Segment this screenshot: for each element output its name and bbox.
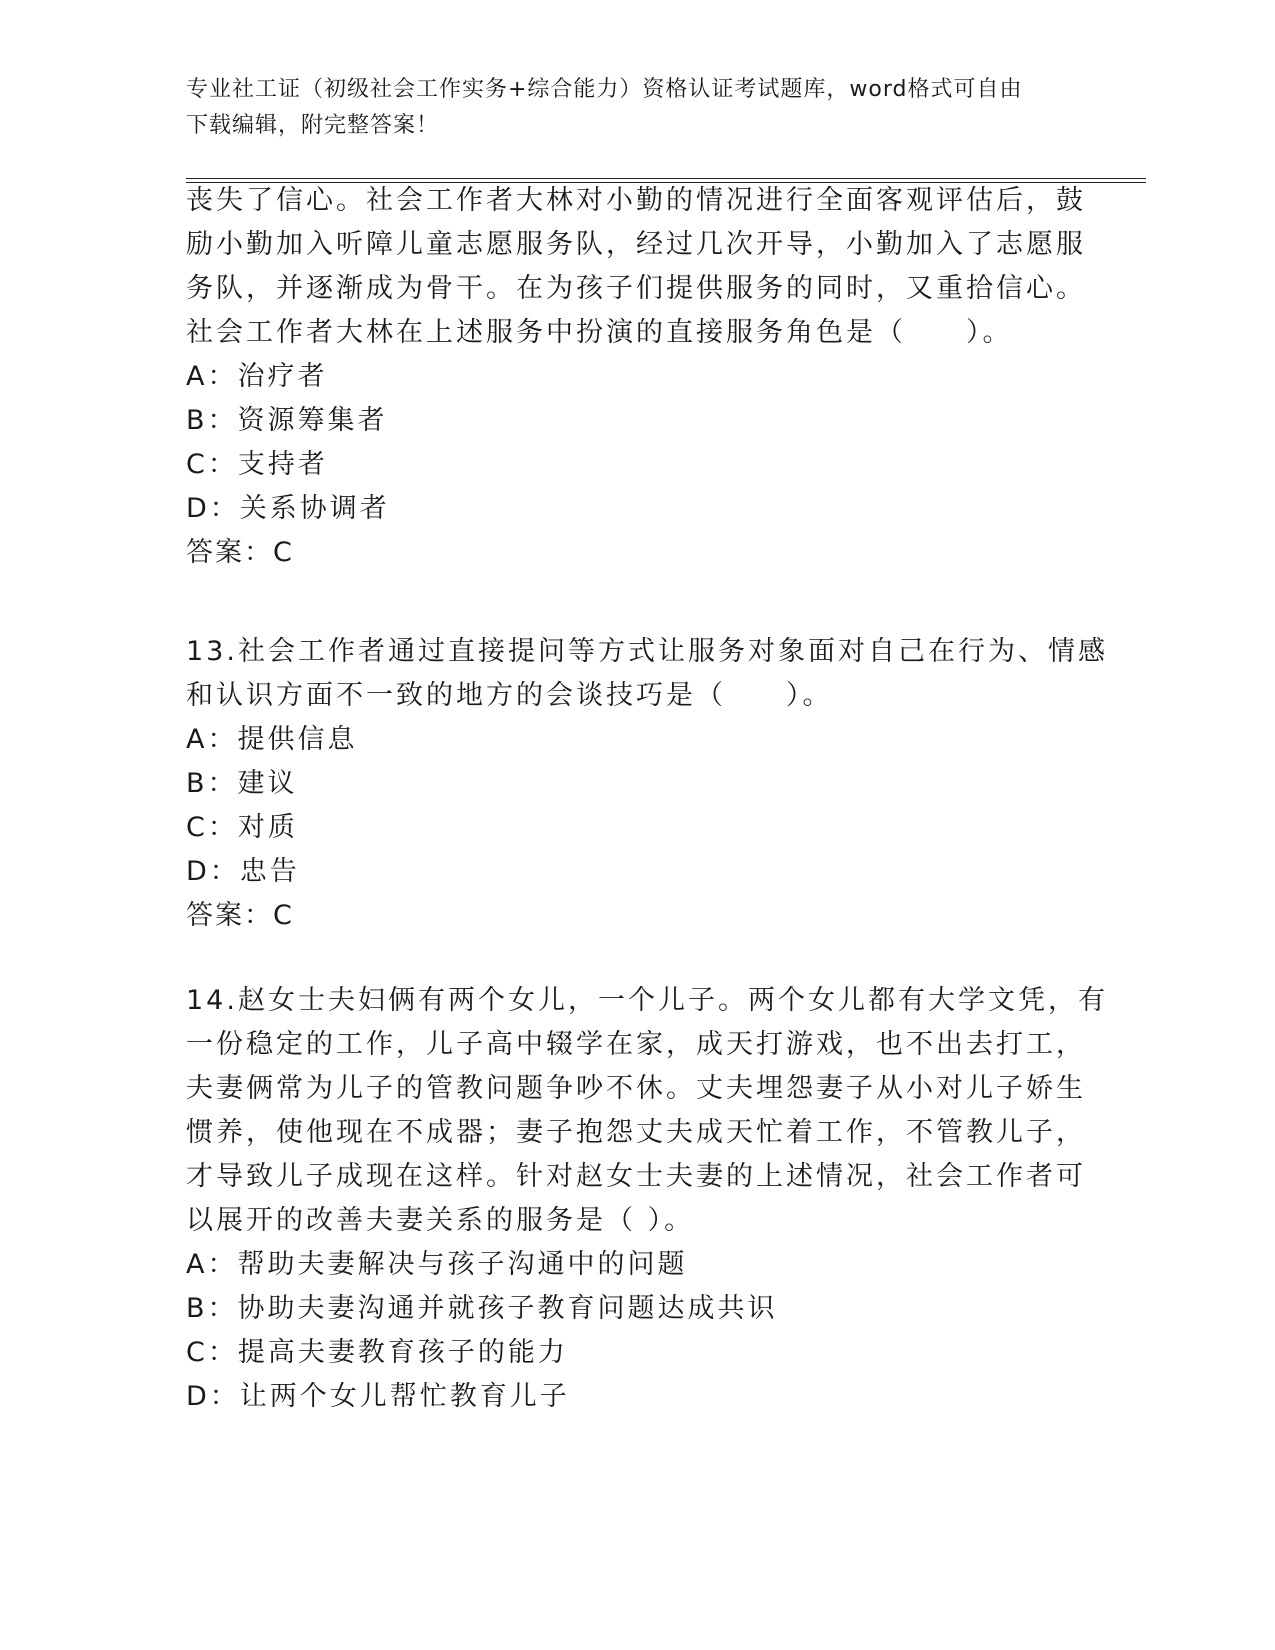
question-12-option-c: C：支持者: [186, 449, 328, 480]
question-12-option-d: D：关系协调者: [186, 493, 390, 524]
question-13-answer: 答案：C: [186, 900, 294, 931]
question-12-option-b: B：资源筹集者: [186, 405, 388, 436]
header-line-2: 下载编辑，附完整答案！: [186, 113, 440, 138]
question-14-line-1: 14.赵女士夫妇俩有两个女儿，一个儿子。两个女儿都有大学文凭，有: [186, 985, 1108, 1016]
question-14-option-a: A：帮助夫妻解决与孩子沟通中的问题: [186, 1249, 688, 1280]
question-12-answer: 答案：C: [186, 537, 294, 568]
question-13-option-c: C：对质: [186, 812, 298, 843]
question-14-line-5: 才导致儿子成现在这样。针对赵女士夫妻的上述情况，社会工作者可: [186, 1161, 1086, 1192]
question-14-line-2: 一份稳定的工作，儿子高中辍学在家，成天打游戏，也不出去打工，: [186, 1029, 1086, 1060]
question-13-line-2: 和认识方面不一致的地方的会谈技巧是（ ）。: [186, 680, 833, 711]
question-13-option-d: D：忠告: [186, 856, 300, 887]
question-13-option-b: B：建议: [186, 768, 298, 799]
document-header: [186, 72, 1086, 144]
question-12-line-2: 励小勤加入听障儿童志愿服务队，经过几次开导，小勤加入了志愿服: [186, 229, 1086, 260]
question-14-line-6: 以展开的改善夫妻关系的服务是（ ）。: [186, 1205, 695, 1236]
question-12-option-a: A：治疗者: [186, 361, 328, 392]
question-12-line-4: 社会工作者大林在上述服务中扮演的直接服务角色是（ ）。: [186, 317, 1013, 348]
question-12-line-3: 务队，并逐渐成为骨干。在为孩子们提供服务的同时，又重拾信心。: [186, 273, 1086, 304]
question-12-line-1: 丧失了信心。社会工作者大林对小勤的情况进行全面客观评估后，鼓: [186, 185, 1086, 216]
question-14-option-c: C：提高夫妻教育孩子的能力: [186, 1337, 568, 1368]
question-14-option-d: D：让两个女儿帮忙教育儿子: [186, 1381, 570, 1412]
question-14-line-4: 惯养，使他现在不成器；妻子抱怨丈夫成天忙着工作，不管教儿子，: [186, 1117, 1086, 1148]
header-line-1: 专业社工证（初级社会工作实务+综合能力）资格认证考试题库，word格式可自由: [186, 77, 1023, 102]
question-13-line-1: 13.社会工作者通过直接提问等方式让服务对象面对自己在行为、情感: [186, 636, 1108, 667]
question-14-line-3: 夫妻俩常为儿子的管教问题争吵不休。丈夫埋怨妻子从小对儿子娇生: [186, 1073, 1086, 1104]
question-14-option-b: B：协助夫妻沟通并就孩子教育问题达成共识: [186, 1293, 778, 1324]
question-13-option-a: A：提供信息: [186, 724, 358, 755]
